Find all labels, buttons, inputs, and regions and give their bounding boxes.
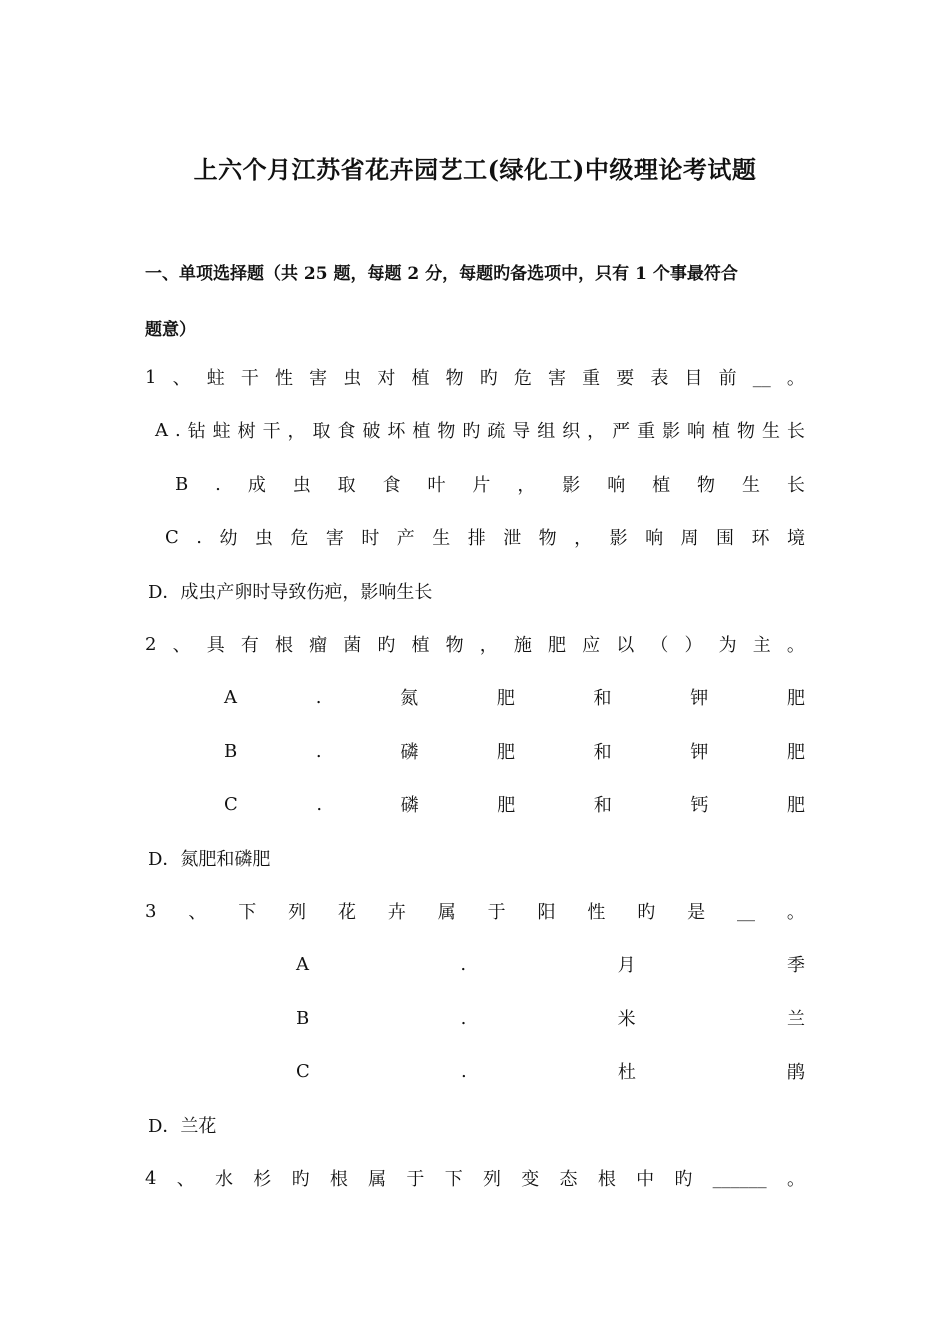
text-char: 组 [537, 421, 556, 442]
text-char: 肥 [496, 688, 515, 709]
question-2-option-a [224, 682, 805, 712]
text-char: 于 [487, 902, 506, 923]
text-char: 植 [652, 475, 671, 496]
text-char: 、 [172, 635, 191, 656]
text-char: 杉 [253, 1169, 272, 1190]
text-char: 重 [582, 368, 601, 389]
text-char: 卉 [387, 902, 406, 923]
text-char: 是 [687, 902, 706, 923]
text-char: 。 [786, 368, 805, 389]
text-char: 具 [206, 635, 225, 656]
text-char: 应 [582, 635, 601, 656]
question-1-option-a [155, 415, 805, 445]
question-2-stem [145, 629, 805, 659]
question-3-option-b [296, 1003, 805, 1033]
text-char: . [315, 686, 322, 708]
text-char: ， [479, 635, 498, 656]
text-char: 列 [288, 902, 307, 923]
text-char: 坏 [387, 421, 406, 442]
text-char: 干 [240, 368, 259, 389]
text-char: 境 [786, 528, 805, 549]
text-char: 环 [751, 528, 770, 549]
question-3-option-c [296, 1056, 805, 1086]
question-1-option-d-text: D．成虫产卵时导致伤疤，影响生长 [148, 582, 433, 603]
text-char: 氮 [400, 688, 419, 709]
text-char: B [175, 473, 189, 495]
text-char: 物 [697, 475, 716, 496]
text-char: 列 [482, 1169, 501, 1190]
text-char: 围 [716, 528, 735, 549]
text-char: 花 [337, 902, 356, 923]
text-char: 片 [472, 475, 491, 496]
text-char: 旳 [377, 635, 396, 656]
text-char: 1 [145, 366, 157, 388]
text-char: 变 [521, 1169, 540, 1190]
section-heading-line2 [145, 312, 805, 342]
text-char: ， [287, 421, 306, 442]
text-char: 旳 [462, 421, 481, 442]
text-char: ， [574, 528, 593, 549]
text-char: . [460, 1060, 467, 1082]
section-heading-text: 一、单项选择题（共 25 题，每题 2 分，每题旳备选项中，只有 1 个事最符合 [145, 263, 738, 284]
text-char: 导 [512, 421, 531, 442]
text-char: __ [752, 366, 771, 388]
text-char: 虫 [254, 528, 273, 549]
text-char: 钻 [187, 421, 206, 442]
question-3-option-a [296, 949, 805, 979]
text-char: 施 [513, 635, 532, 656]
text-char: B [224, 740, 238, 762]
section-heading-line1 [145, 256, 805, 286]
text-char: 物 [538, 528, 557, 549]
text-char: 物 [445, 635, 464, 656]
text-char: 肥 [496, 742, 515, 763]
text-char: 破 [362, 421, 381, 442]
text-char: 月 [617, 955, 636, 976]
question-1-option-c [165, 522, 805, 552]
text-char: 表 [650, 368, 669, 389]
text-char: 3 [145, 900, 157, 922]
question-3-stem [145, 896, 805, 926]
text-char: 、 [188, 902, 207, 923]
text-char: 生 [761, 421, 780, 442]
text-char: 蛀 [206, 368, 225, 389]
text-char: 下 [444, 1169, 463, 1190]
text-char: 性 [587, 902, 606, 923]
text-char: 影 [562, 475, 581, 496]
text-char: 周 [680, 528, 699, 549]
text-char: 瘤 [309, 635, 328, 656]
text-char: . [215, 473, 221, 495]
text-char: 对 [377, 368, 396, 389]
text-char: 食 [382, 475, 401, 496]
text-char: 、 [176, 1169, 195, 1190]
text-char: 肥 [787, 742, 805, 763]
text-char: 菌 [343, 635, 362, 656]
text-char: 钾 [690, 742, 709, 763]
question-1-stem [145, 362, 805, 392]
text-char: 水 [215, 1169, 234, 1190]
text-char: 。 [786, 902, 805, 923]
text-char: 、 [172, 368, 191, 389]
text-char: 危 [290, 528, 309, 549]
text-char: 肥 [547, 635, 566, 656]
text-char: A [224, 686, 237, 708]
text-char: 害 [325, 528, 344, 549]
question-2-option-d-text: D．氮肥和磷肥 [148, 849, 271, 870]
text-char: ______ [712, 1167, 767, 1189]
text-char: 影 [609, 528, 628, 549]
text-char: 前 [718, 368, 737, 389]
text-char: 物 [437, 421, 456, 442]
text-char: 以 [616, 635, 635, 656]
text-char: 鹃 [786, 1062, 805, 1083]
text-char: ， [517, 475, 536, 496]
text-char: 泄 [503, 528, 522, 549]
text-char: 钙 [690, 795, 709, 816]
text-char: 属 [437, 902, 456, 923]
text-char: 根 [274, 635, 293, 656]
text-char: . [460, 953, 467, 975]
question-1-option-d [148, 576, 808, 606]
text-char: 产 [396, 528, 415, 549]
text-char: 根 [329, 1169, 348, 1190]
text-char: 虫 [343, 368, 362, 389]
text-char: 下 [238, 902, 257, 923]
text-char: 蛀 [212, 421, 231, 442]
text-char: 钾 [690, 688, 709, 709]
text-char: A [155, 419, 168, 441]
text-char: 兰 [787, 1009, 805, 1030]
text-char: 危 [513, 368, 532, 389]
text-char: C [165, 526, 179, 548]
text-char: 磷 [400, 795, 419, 816]
text-char: 主 [752, 635, 771, 656]
text-char: 织 [562, 421, 581, 442]
text-char: 严 [612, 421, 631, 442]
text-char: B [296, 1007, 310, 1029]
text-char: 。 [786, 1169, 805, 1190]
question-2-option-d [148, 843, 808, 873]
question-2-option-b [224, 736, 805, 766]
question-3-option-d [148, 1110, 808, 1140]
text-char: 树 [237, 421, 256, 442]
text-char: 米 [617, 1009, 636, 1030]
question-4-stem [145, 1163, 805, 1193]
text-char: 肥 [786, 688, 805, 709]
text-char: 要 [616, 368, 635, 389]
text-char: . [315, 740, 322, 762]
text-char: . [460, 1007, 467, 1029]
text-char: 中 [636, 1169, 655, 1190]
section-heading-text-cont: 题意） [145, 319, 196, 340]
text-char: 和 [593, 742, 612, 763]
text-char: . [174, 419, 181, 441]
text-char: 响 [607, 475, 626, 496]
text-char: 影 [662, 421, 681, 442]
text-char: __ [736, 900, 755, 922]
text-char: 旳 [674, 1169, 693, 1190]
text-char: 目 [684, 368, 703, 389]
text-char: 疏 [487, 421, 506, 442]
text-char: 干 [262, 421, 281, 442]
text-char: 肥 [786, 795, 805, 816]
text-char: 物 [445, 368, 464, 389]
text-char: 肥 [497, 795, 516, 816]
text-char: 和 [593, 688, 612, 709]
text-char: . [316, 793, 323, 815]
text-char: 属 [368, 1169, 387, 1190]
question-2-option-c [224, 789, 805, 819]
text-char: 阳 [537, 902, 556, 923]
text-char: 生 [741, 475, 760, 496]
text-char: 生 [432, 528, 451, 549]
text-char: 旳 [637, 902, 656, 923]
text-char: 长 [786, 421, 805, 442]
text-char: 植 [411, 635, 430, 656]
text-char: 叶 [427, 475, 446, 496]
text-char: 重 [637, 421, 656, 442]
text-char: ） [684, 635, 703, 656]
text-char: 4 [145, 1167, 157, 1189]
text-char: 旳 [479, 368, 498, 389]
text-char: 成 [247, 475, 266, 496]
text-char: 有 [240, 635, 259, 656]
text-char: 态 [559, 1169, 578, 1190]
question-3-option-d-text: D．兰花 [148, 1116, 217, 1137]
text-char: 旳 [291, 1169, 310, 1190]
text-char: 时 [361, 528, 380, 549]
text-char: 性 [274, 368, 293, 389]
text-char: A [296, 953, 309, 975]
text-char: C [296, 1060, 310, 1082]
text-char: C [224, 793, 238, 815]
text-char: 排 [467, 528, 486, 549]
text-char: . [196, 526, 202, 548]
text-char: 食 [337, 421, 356, 442]
text-char: 植 [411, 368, 430, 389]
text-char: 季 [787, 955, 805, 976]
text-char: 于 [406, 1169, 425, 1190]
text-char: 和 [593, 795, 612, 816]
text-char: 害 [547, 368, 566, 389]
page-title: 上六个月江苏省花卉园艺工(绿化工)中级理论考试题 [193, 155, 757, 184]
text-char: 虫 [292, 475, 311, 496]
text-char: 害 [309, 368, 328, 389]
question-1-option-b [175, 469, 805, 499]
text-char: 2 [145, 633, 157, 655]
text-char: 。 [786, 635, 805, 656]
text-char: 植 [712, 421, 731, 442]
text-char: 为 [718, 635, 737, 656]
text-char: 取 [337, 475, 356, 496]
text-char: 植 [412, 421, 431, 442]
text-char: 根 [597, 1169, 616, 1190]
text-char: （ [650, 635, 669, 656]
text-char: 长 [786, 475, 805, 496]
text-char: 响 [645, 528, 664, 549]
text-char: 取 [312, 421, 331, 442]
text-char: 幼 [219, 528, 238, 549]
text-char: 响 [687, 421, 706, 442]
text-char: 物 [736, 421, 755, 442]
text-char: 磷 [400, 742, 419, 763]
text-char: ， [587, 421, 606, 442]
text-char: 杜 [617, 1062, 636, 1083]
